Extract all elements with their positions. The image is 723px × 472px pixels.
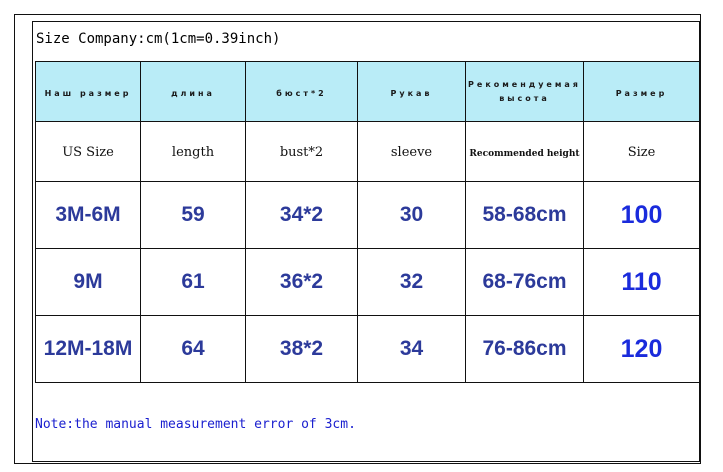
header-ru-our-size: Наш размер <box>44 88 132 98</box>
header-en-bust: bust*2 <box>279 144 324 160</box>
header-cell <box>246 62 358 122</box>
height-value: 68-76cm <box>482 270 567 293</box>
bust-cell <box>246 182 358 249</box>
size-value: 110 <box>621 267 662 296</box>
header-cell <box>584 122 700 182</box>
sleeve-cell <box>358 249 466 316</box>
table-row <box>36 249 700 316</box>
table-row <box>36 316 700 383</box>
header-cell <box>36 62 141 122</box>
header-cell <box>466 62 584 122</box>
us-size-cell <box>36 316 141 383</box>
header-en-size: Size <box>627 144 656 160</box>
sleeve-cell <box>358 182 466 249</box>
length-cell <box>141 249 246 316</box>
sleeve-value: 34 <box>399 337 424 360</box>
header-cell <box>358 122 466 182</box>
us-size-value: 9M <box>73 270 103 293</box>
header-en-us-size: US Size <box>62 144 114 160</box>
header-ru-bust: бюст*2 <box>276 88 327 98</box>
length-value: 61 <box>181 270 205 293</box>
header-en-length: length <box>171 144 215 160</box>
size-cell <box>584 182 700 249</box>
header-cell <box>584 62 700 122</box>
us-size-cell <box>36 249 141 316</box>
header-en-sleeve: sleeve <box>390 144 433 160</box>
sleeve-value: 30 <box>399 203 424 226</box>
bust-value: 36*2 <box>279 270 324 293</box>
header-cell <box>36 122 141 182</box>
header-ru-size: Размер <box>615 88 668 98</box>
header-ru-recommended-height: Рекомендуемая высота <box>468 79 581 103</box>
size-cell <box>584 249 700 316</box>
sleeve-cell <box>358 316 466 383</box>
size-chart-table <box>35 61 700 383</box>
size-cell <box>584 316 700 383</box>
header-en-recommended-height: Recommended height <box>469 148 580 159</box>
height-cell <box>466 316 584 383</box>
size-value: 120 <box>620 334 663 363</box>
measurement-error-note: Note:the manual measurement error of 3cm. <box>35 417 356 432</box>
bust-cell <box>246 249 358 316</box>
height-cell <box>466 249 584 316</box>
header-cell <box>358 62 466 122</box>
us-size-value: 3M-6M <box>55 203 121 226</box>
bust-cell <box>246 316 358 383</box>
header-ru-sleeve: Рукав <box>390 88 433 98</box>
header-ru-length: длина <box>171 88 215 98</box>
header-cell <box>141 122 246 182</box>
size-value: 100 <box>620 200 663 229</box>
us-size-value: 12M-18M <box>43 337 133 360</box>
size-unit-note: Size Company:cm(1cm=0.39inch) <box>36 31 281 47</box>
us-size-cell <box>36 182 141 249</box>
bust-value: 34*2 <box>279 203 324 226</box>
header-cell <box>141 62 246 122</box>
bust-value: 38*2 <box>279 337 324 360</box>
length-cell <box>141 316 246 383</box>
length-value: 59 <box>181 203 205 226</box>
height-cell <box>466 182 584 249</box>
sleeve-value: 32 <box>399 270 424 293</box>
table-row <box>36 182 700 249</box>
header-cell <box>466 122 584 182</box>
length-value: 64 <box>181 337 205 360</box>
header-cell <box>246 122 358 182</box>
header-row-russian <box>36 62 700 122</box>
header-row-english <box>36 122 700 182</box>
height-value: 76-86cm <box>482 337 567 360</box>
length-cell <box>141 182 246 249</box>
height-value: 58-68cm <box>482 203 567 226</box>
